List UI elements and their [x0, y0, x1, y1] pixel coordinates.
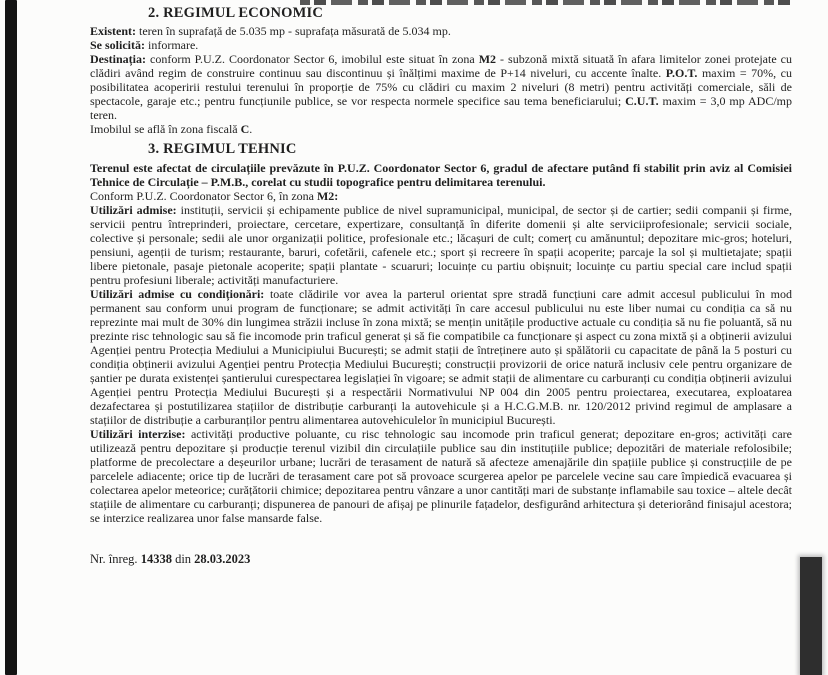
text-run: .: [249, 122, 253, 136]
text-run: informare.: [145, 38, 199, 52]
registration-number: 14338: [140, 552, 172, 566]
label-cut: C.U.T.: [625, 94, 659, 108]
fiscal-zone-code: C: [240, 122, 250, 136]
text-run: - subzonă mixtă situată în afara limitelor zonei protejate cu clădiri având regim de construire continuu sau discontinuu și înălțimi maxime de P+14 niveluri, cu accente înalte.: [90, 52, 792, 80]
zone-code: M2:: [316, 189, 339, 203]
scan-left-edge: [5, 0, 17, 675]
text-run: toate clădirile vor avea la parterul orientat spre stradă funcțiuni care admit accesul publicului în mod permanent sau conform unui program de funcționare; se admit activități în care accesul publicului nu este liber numai cu condiția ca să nu reprezinte mai mult de 30% din lungimea străzii incluse în zona mixtă; se mențin unitățile productive actuale cu condiția să nu fie poluantă, să nu prezinte risc tehnologic sau să fie incomode prin traficul generat și să fie compatibile ca funcționare și aspect cu zona mixtă și a obținerii avizului Agenției pentru Protecția Mediului a Municipiului București; se admit stații de întreținere auto și spălătorii cu capacitate de până la 5 posturi cu condiția obținerii avizului Agenției pentru Protecția Mediului București; construcții provizorii de orice natură inclusiv cele pentru organizare de șantier pe durata existenței șantierului curespectarea legislației în vigoare; se admit stații de alimentare cu carburanți cu condiția obținerii avizului Agenției pentru Protecția Mediului București și a respectării Normativului NP 004 din 2005 pentru proiectarea, executarea, exploatarea dezafectarea și postutilizarea stațiilor de distribuție carburanți la autovehicule și a H.C.G.M.B. nr. 120/2012 privind regimul de amplasare a stațiilor de distribuție a carburanților pentru alimentarea autovehiculelor în municipiul București.: [90, 287, 793, 427]
label-destinatia: Destinația:: [90, 52, 146, 66]
paragraph-teren-afectat: Terenul este afectat de circulațiile prevăzute în P.U.Z. Coordonator Sector 6, gradul de afectare putând fi stabilit prin aviz al Comisiei Tehnice de Circulație – P.M.B., corelat cu studii topografice pentru delimitarea terenului.: [90, 161, 792, 189]
text-run: Conform P.U.Z. Coordonator Sector 6, în zona: [90, 189, 317, 203]
scan-right-shadow: [800, 557, 822, 675]
zone-code: M2: [478, 52, 497, 66]
registration-number-line: [90, 552, 792, 566]
section-heading-economic: 2. REGIMUL ECONOMIC: [148, 5, 323, 21]
text-run: activități productive poluante, cu risc tehnologic sau incomode prin traficul generat; depozitare en-gros; activități care utilizează pentru depozitare și producție terenul vizibil din circulațiile publice sau din instituțiile publice; depozitări de materiale refolosibile; platforme de precolectare a deșeurilor urbane; lucrări de terasament de natură să afecteze amenajările din spațiile publice și construcțiile de pe parcelele adiacente; orice tip de lucrări de terasament care pot să provoace scurgerea apelor pe parcelele vecine sau care împiedică evacuarea și colectarea apelor meteorice; curățătorii chimice; depozitarea pentru vânzare a unor cantități mari de substanțe inflamabile sau toxice – altele decât stațiile de alimentare cu carburanți; dispunerea de panouri de afișaj pe plinurile fațadelor, desfigurând arhitectura și deteriorând finisajul acestora; se interzice realizarea unor false mansarde false.: [90, 427, 793, 525]
text-run: maxim = 70%, cu posibilitatea acoperirii restului terenului în proporție de 75% cu clădiri cu maxim 2 niveluri (8 metri) pentru activități comerciale, săli de spectacole, garaje etc.; pentru funcțiunile publice, se vor respecta normele specifice sau tema beneficiarului;: [90, 66, 793, 108]
paragraph-utilizari-interzise: [90, 427, 792, 525]
paragraph-destinatia: [90, 52, 792, 122]
label-se-solicita: Se solicită:: [90, 38, 145, 52]
label-pot: P.O.T.: [665, 66, 698, 80]
label-utilizari-interzise: Utilizări interzise:: [90, 427, 186, 441]
text-run: Imobilul se află în zona fiscală: [90, 122, 241, 136]
text-run: instituții, servicii și echipamente publice de nivel supramunicipal, municipal, de sector și de cartier; sedii companii și firme, servicii pentru întreprinderi, proiectare, cercetare, expertizare, consultanță în diferite domenii și alte serviciiprofesionale; servicii sociale, colective și personale; sedii ale unor organizații politice, profesionale etc.; lăcașuri de cult; comerț cu amănuntul; depozitare mic-gros; hoteluri, pensiuni, agenții de turism; restaurante, baruri, cofetării, cafenele etc.; sport și recreere în spații acoperite; parcaje la sol și multietajate; spații libere pietonale, pasaje pietonale acoperite; spații plantate - scuaruri; locuințe cu partiu obișnuit; locuințe cu partiu special care includ spații pentru profesiuni liberale; activități manufacturiere.: [90, 203, 792, 287]
text-run: maxim = 3,0 mp ADC/mp teren.: [90, 94, 793, 122]
text-run: din: [171, 552, 195, 566]
label-existent: Existent:: [90, 24, 136, 38]
label-utilizari-conditionari: Utilizări admise cu condiționări:: [90, 287, 265, 301]
section-heading-tehnic: 3. REGIMUL TEHNIC: [148, 141, 297, 157]
text-run: teren în suprafață de 5.035 mp - suprafața măsurată de 5.034 mp.: [136, 24, 451, 38]
registration-date: 28.03.2023: [194, 552, 251, 566]
text-run: conform P.U.Z. Coordonator Sector 6, imobilul este situat în zona: [146, 52, 479, 66]
paragraph-utilizari-conditionari: [90, 287, 792, 427]
paragraph-conform-puz: [90, 189, 792, 203]
paragraph-zona-fiscala: [90, 122, 792, 136]
text-run: Nr. înreg.: [90, 552, 141, 566]
document-content: [90, 5, 792, 566]
paragraph-utilizari-admise: [90, 203, 792, 287]
paragraph-se-solicita: [90, 38, 792, 52]
label-utilizari-admise: Utilizări admise:: [90, 203, 177, 217]
paragraph-existent: [90, 24, 792, 38]
